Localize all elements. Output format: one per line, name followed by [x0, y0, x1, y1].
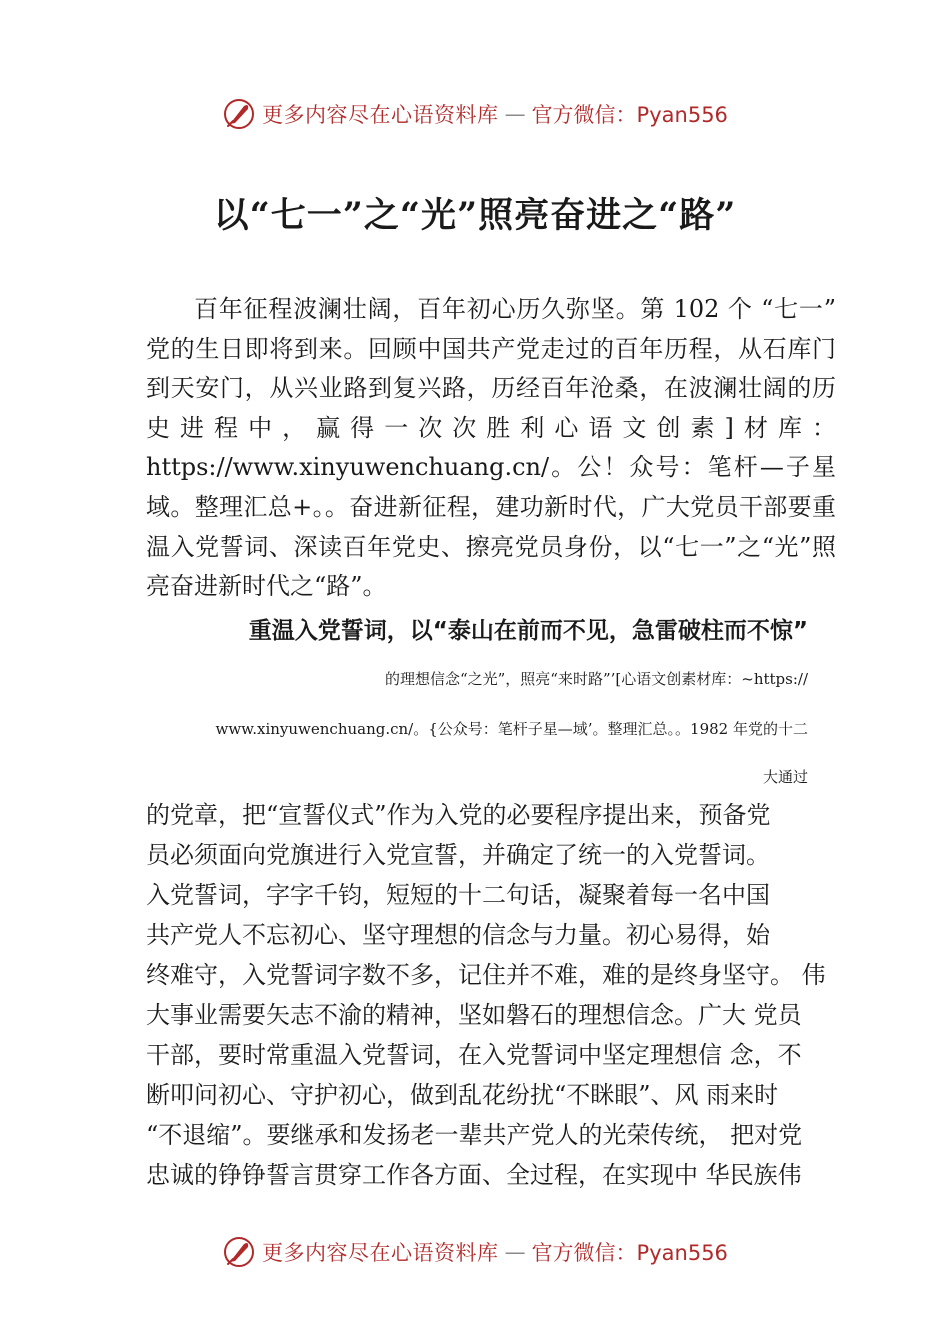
note-line-3: 大通过 — [762, 768, 808, 786]
banner-separator: — — [504, 102, 526, 126]
paragraph-oath — [146, 795, 836, 1195]
quill-pen-logo-icon — [222, 1235, 256, 1269]
document-title: 以“七一”之“光”照亮奋进之“路” — [213, 195, 737, 236]
paragraph-line: 入党誓词，字字千钧，短短的十二句话，凝聚着每一名中国 — [146, 881, 770, 909]
note-line-1: 的理想信念“之光”，照亮“来时路”’[心语文创素材库：~https:// — [384, 670, 808, 688]
paragraph-line: 忠诚的铮铮誓言贯穿工作各方面、全过程，在实现中 华民族伟 — [146, 1161, 802, 1189]
banner-wechat-text: 官方微信：Pyan556 — [531, 103, 728, 127]
section-subheading: 重温入党誓词，以“泰山在前而不见，急雷破柱而不惊” — [248, 618, 808, 644]
paragraph-line: 员必须面向党旗进行入党宣誓，并确定了统一的入党誓词。 — [146, 841, 770, 869]
footer-banner — [0, 1232, 950, 1272]
header-banner — [0, 94, 950, 134]
paragraph-line: 大事业需要矢志不渝的精神，坚如磐石的理想信念。广大 党员 — [146, 1001, 802, 1029]
paragraph-line: 的党章，把“宣誓仪式”作为入党的必要程序提出来，预备党 — [146, 801, 771, 829]
banner-wechat-text: 官方微信：Pyan556 — [531, 1241, 728, 1265]
paragraph-line: 断叩问初心、守护初心，做到乱花纷扰“不眯眼”、风 雨来时 — [146, 1081, 779, 1109]
banner-separator: — — [504, 1240, 526, 1264]
paragraph-line: 终难守，入党誓词字数不多，记住并不难，难的是终身坚守。 伟 — [146, 961, 826, 989]
banner-library-text: 更多内容尽在心语资料库 — [262, 103, 499, 127]
paragraph-line: 共产党人不忘初心、坚守理想的信念与力量。初心易得，始 — [146, 921, 770, 949]
quill-pen-logo-icon — [222, 97, 256, 131]
paragraph-line: “不退缩”。要继承和发扬老一辈共产党人的光荣传统， 把对党 — [146, 1121, 803, 1149]
banner-library-text: 更多内容尽在心语资料库 — [262, 1241, 499, 1265]
paragraph-intro: 百年征程波澜壮阔，百年初心历久弥坚。第 102 个 “七一” 党的生日即将到来。回顾中国共产党走过的百年历程，从石库门到天安门，从兴业路到复兴路，历经百年沧桑，在波澜壮阔的历史进程中，赢得一次次胜利心语文创素]材库：https://www.xinyuwenchuang.cn/。公！众号：笔杆—子星域。整理汇总+。。奋进新征程，建功新时代，广大党员干部要重温入党誓词、深读百年党史、擦亮党员身份，以“七一”之“光”照亮奋进新时代之“路”。 — [146, 295, 836, 601]
note-line-2: www.xinyuwenchuang.cn/。{公众号：笔杆子星—域’。整理汇总。。1982 年党的十二 — [215, 720, 808, 738]
paragraph-line: 干部，要时常重温入党誓词，在入党誓词中坚定理想信 念，不 — [146, 1041, 802, 1069]
